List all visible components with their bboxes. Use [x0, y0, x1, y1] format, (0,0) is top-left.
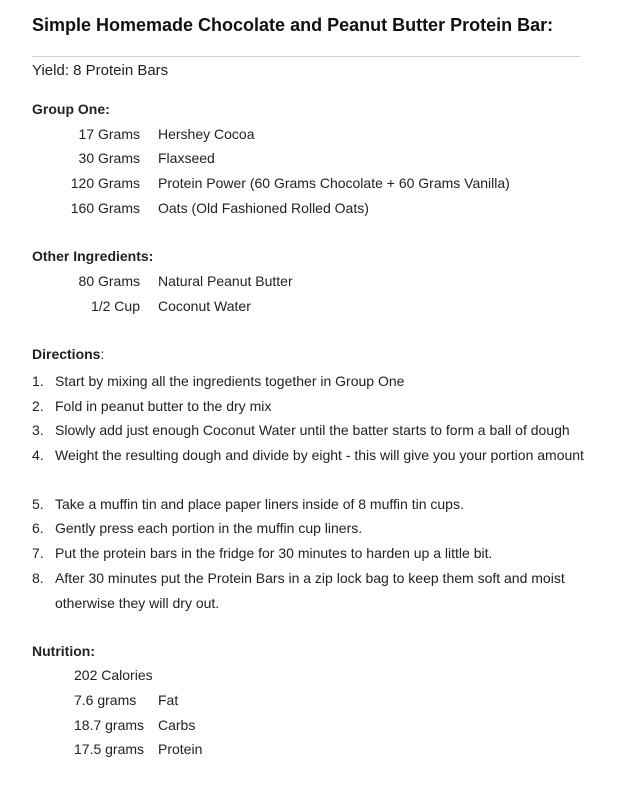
step-number: 8.: [32, 570, 44, 586]
step-text: After 30 minutes put the Protein Bars in a zip lock bag to keep them soft and moist otherwise they will dry out.: [55, 570, 565, 611]
step-number: 7.: [32, 545, 44, 561]
ingredient-name: Natural Peanut Butter: [158, 273, 293, 289]
step-text: Weight the resulting dough and divide by eight - this will give you your portion amount: [55, 447, 584, 463]
directions-heading-colon: :: [100, 346, 105, 362]
step-text: Gently press each portion in the muffin cup liners.: [55, 520, 363, 536]
direction-step: [32, 492, 592, 517]
other-ingredients-heading: Other Ingredients:: [32, 248, 154, 264]
ingredient-name: Hershey Cocoa: [158, 126, 255, 142]
step-text: Slowly add just enough Coconut Water until the batter starts to form a ball of dough: [55, 422, 570, 438]
nutrition-name: Protein: [158, 741, 203, 757]
direction-step: [32, 541, 592, 566]
nutrition-quantity: 7.6 grams: [74, 692, 137, 708]
direction-step: [32, 443, 592, 492]
directions-heading-label: Directions: [32, 346, 101, 362]
ingredient-name: Oats (Old Fashioned Rolled Oats): [158, 200, 369, 216]
step-text: Take a muffin tin and place paper liners inside of 8 muffin tin cups.: [55, 496, 464, 512]
direction-step: [32, 369, 592, 394]
title-divider: [32, 56, 580, 57]
nutrition-name: Fat: [158, 692, 179, 708]
nutrition-quantity: 18.7 grams: [74, 717, 145, 733]
nutrition-quantity: 17.5 grams: [74, 741, 145, 757]
ingredient-name: Flaxseed: [158, 150, 215, 166]
nutrition-name: Carbs: [158, 717, 196, 733]
recipe-title: Simple Homemade Chocolate and Peanut Butter Protein Bar:: [32, 15, 554, 35]
ingredient-name: Protein Power (60 Grams Chocolate + 60 Grams Vanilla): [158, 175, 510, 191]
directions-heading: [32, 346, 104, 362]
group-one-heading: Group One:: [32, 101, 110, 117]
direction-step: [32, 418, 592, 443]
ingredient-quantity: 17 Grams: [78, 126, 140, 142]
step-text: Start by mixing all the ingredients together in Group One: [55, 373, 405, 389]
step-number: 3.: [32, 422, 44, 438]
ingredient-name: Coconut Water: [158, 298, 251, 314]
ingredient-quantity: 80 Grams: [78, 273, 140, 289]
ingredient-quantity: 120 Grams: [70, 175, 140, 191]
yield-text: Yield: 8 Protein Bars: [32, 62, 169, 79]
ingredient-quantity: 30 Grams: [78, 150, 140, 166]
step-number: 5.: [32, 496, 44, 512]
nutrition-heading: Nutrition:: [32, 643, 95, 659]
step-number: 4.: [32, 447, 44, 463]
ingredient-quantity: 160 Grams: [70, 200, 140, 216]
direction-step: [32, 516, 592, 541]
direction-step: [32, 394, 592, 419]
direction-step: [32, 566, 592, 615]
step-number: 1.: [32, 373, 44, 389]
calories-value: 202 Calories: [74, 667, 153, 683]
step-number: 6.: [32, 520, 44, 536]
ingredient-quantity: 1/2 Cup: [90, 298, 140, 314]
step-text: Put the protein bars in the fridge for 30 minutes to harden up a little bit.: [55, 545, 493, 561]
step-text: Fold in peanut butter to the dry mix: [55, 398, 272, 414]
step-number: 2.: [32, 398, 44, 414]
